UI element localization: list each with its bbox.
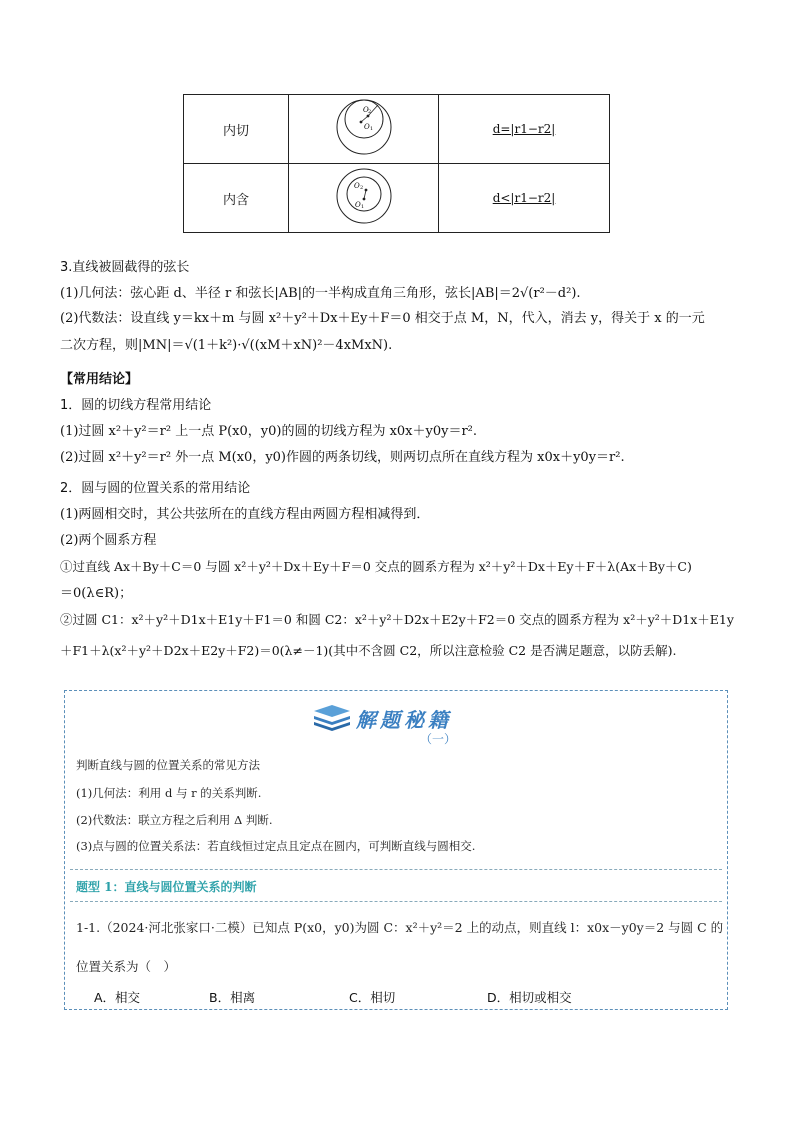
banner-subtitle: （一） (420, 732, 457, 746)
banner-title: 解题秘籍 (356, 708, 452, 732)
conclusion-1a: (1)过圆 x²＋y²＝r² 上一点 P(x0，y0)的圆的切线方程为 x0x＋y0y＝r². (60, 424, 478, 439)
section3-heading: 3.直线被圆截得的弦长 (60, 260, 190, 275)
question-type: 题型 1：直线与圆位置关系的判断 (76, 880, 257, 894)
svg-text:1: 1 (369, 126, 373, 132)
option-a[interactable]: A．相交 (94, 990, 141, 1005)
conclusion-1b: (2)过圆 x²＋y²＝r² 外一点 M(x0，y0)作圆的两条切线，则两切点所在直线方程为 x0x＋y0y＝r². (60, 450, 625, 465)
svg-text:O: O (363, 123, 370, 131)
formula-cell (439, 95, 610, 164)
circle-figure-tangent (289, 95, 439, 164)
tip-1: (1)几何法：利用 d 与 r 的关系判断. (76, 786, 262, 800)
conclusion-2a: (1)两圆相交时，其公共弦所在的直线方程由两圆方程相减得到． (60, 507, 430, 522)
banner (312, 703, 352, 737)
inner-contain-diagram (334, 166, 394, 226)
section3-algebraic-2: 二次方程，则|MN|＝√(1＋k²)·√((xM＋xN)²－4xMxN). (60, 338, 393, 353)
conclusion-2d-2: ＋F1＋λ(x²＋y²＋D2x＋E2y＋F2)＝0(λ≠－1)(其中不含圆 C2，所以注意检验 C2 是否满足题意，以防丢解). (60, 643, 677, 658)
conclusion-2b: (2)两个圆系方程 (60, 533, 157, 548)
question-line-1: 1-1.（2024·河北张家口·二模）已知点 P(x0，y0)为圆 C：x²＋y²＝2 上的动点，则直线 l：x0x－y0y＝2 与圆 C 的 (76, 920, 724, 935)
section3-algebraic-1: (2)代数法：设直线 y＝kx＋m 与圆 x²＋y²＋Dx＋Ey＋F＝0 相交于点 M，N，代入，消去 y，得关于 x 的一元 (60, 311, 705, 326)
conclusion-2c-1: ①过直线 Ax＋By＋C＝0 与圆 x²＋y²＋Dx＋Ey＋F＝0 交点的圆系方程为 x²＋y²＋Dx＋Ey＋F＋λ(Ax＋By＋C) (60, 559, 692, 574)
conclusion-2d-1: ②过圆 C1：x²＋y²＋D1x＋E1y＋F1＝0 和圆 C2：x²＋y²＋D2x＋E2y＋F2＝0 交点的圆系方程为 x²＋y²＋D1x＋E1y (60, 612, 734, 627)
conclusion-2c-2: ＝0(λ∈R)； (60, 586, 133, 601)
circle-figure-contain (289, 164, 439, 233)
svg-text:O: O (354, 201, 361, 209)
option-b[interactable]: B．相离 (209, 990, 256, 1005)
svg-text:1: 1 (360, 204, 364, 210)
svg-text:O: O (362, 106, 369, 114)
books-icon (312, 703, 352, 733)
divider (70, 869, 722, 870)
option-d[interactable]: D．相切或相交 (487, 990, 572, 1005)
divider (70, 901, 722, 902)
tip-3: (3)点与圆的位置关系法：若直线恒过定点且定点在圆内，可判断直线与圆相交. (76, 839, 476, 853)
table-row (184, 95, 610, 164)
table-row (184, 164, 610, 233)
tip-2: (2)代数法：联立方程之后利用 Δ 判断. (76, 813, 273, 827)
svg-text:2: 2 (367, 109, 371, 115)
conclusions-heading: 【常用结论】 (60, 372, 139, 387)
row-name: 内含 (184, 164, 289, 233)
formula-contain: d<|r1−r2| (492, 191, 556, 205)
option-c[interactable]: C．相切 (349, 990, 396, 1005)
tip-intro: 判断直线与圆的位置关系的常见方法 (76, 758, 260, 772)
question-line-2: 位置关系为（ ） (76, 959, 177, 974)
svg-text:2: 2 (359, 185, 363, 191)
section3-geometric: (1)几何法：弦心距 d、半径 r 和弦长|AB|的一半构成直角三角形，弦长|AB|＝2√(r²－d²). (60, 286, 581, 301)
relation-table (183, 94, 610, 233)
row-name: 内切 (184, 95, 289, 164)
formula-tangent: d=|r1−r2| (492, 122, 556, 136)
formula-cell (439, 164, 610, 233)
inner-tangent-diagram (334, 97, 394, 157)
conclusion-2: 2．圆与圆的位置关系的常用结论 (60, 481, 251, 496)
conclusion-1: 1．圆的切线方程常用结论 (60, 398, 212, 413)
svg-text:O: O (353, 182, 360, 190)
